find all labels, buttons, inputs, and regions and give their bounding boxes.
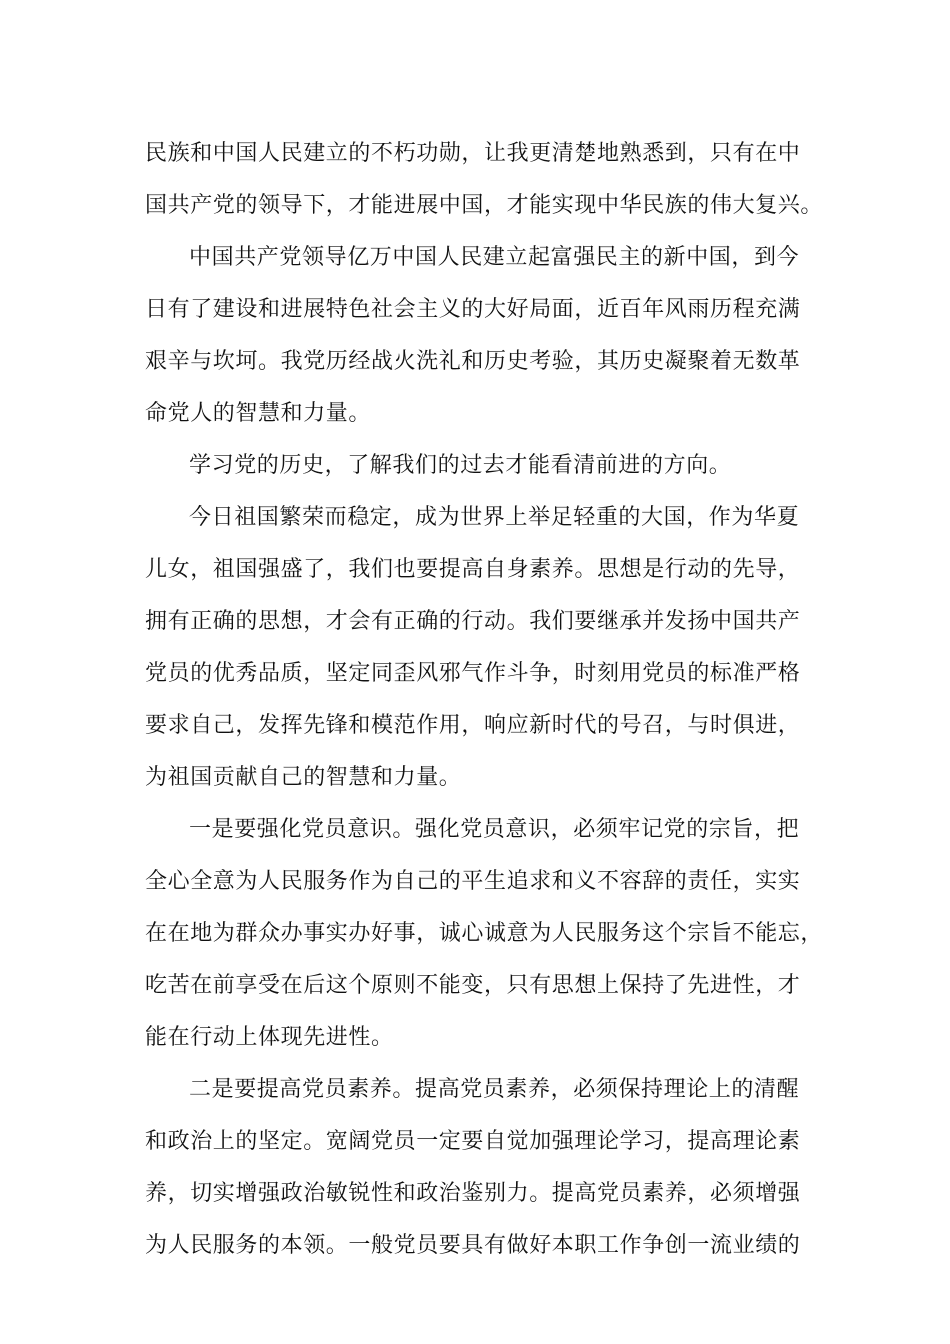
paragraph-start-line: 二是要提高党员素养。提高党员素养，必须保持理论上的清醒 (189, 1077, 800, 1102)
text-line: 儿女，祖国强盛了，我们也要提高自身素养。思想是行动的先导， (145, 557, 801, 582)
paragraph-start-line: 中国共产党领导亿万中国人民建立起富强民主的新中国，到今 (189, 245, 800, 270)
text-line: 和政治上的坚定。宽阔党员一定要自觉加强理论学习，提高理论素 (145, 1129, 801, 1154)
text-line: 要求自己，发挥先锋和模范作用，响应新时代的号召，与时俱进， (145, 713, 801, 738)
text-line: 在在地为群众办事实办好事，诚心诚意为人民服务这个宗旨不能忘， (145, 921, 824, 946)
text-line: 能在行动上体现先进性。 (145, 1025, 394, 1050)
text-line: 艰辛与坎坷。我党历经战火洗礼和历史考验，其历史凝聚着无数革 (145, 349, 801, 374)
text-line: 国共产党的领导下，才能进展中国，才能实现中华民族的伟大复兴。 (145, 193, 824, 218)
text-line: 日有了建设和进展特色社会主义的大好局面，近百年风雨历程充满 (145, 297, 801, 322)
paragraph-start-line: 一是要强化党员意识。强化党员意识，必须牢记党的宗旨，把 (189, 817, 800, 842)
text-line: 养，切实增强政治敏锐性和政治鉴别力。提高党员素养，必须增强 (145, 1181, 801, 1206)
text-line: 民族和中国人民建立的不朽功勋，让我更清楚地熟悉到，只有在中 (145, 141, 801, 166)
text-line: 命党人的智慧和力量。 (145, 401, 372, 426)
text-line: 为人民服务的本领。一般党员要具有做好本职工作争创一流业绩的 (145, 1233, 801, 1258)
text-line: 拥有正确的思想，才会有正确的行动。我们要继承并发扬中国共产 (145, 609, 801, 634)
text-line: 全心全意为人民服务作为自己的平生追求和义不容辞的责任，实实 (145, 869, 801, 894)
paragraph-start-line: 今日祖国繁荣而稳定，成为世界上举足轻重的大国，作为华夏 (189, 505, 800, 530)
text-line: 党员的优秀品质，坚定同歪风邪气作斗争，时刻用党员的标准严格 (145, 661, 801, 686)
text-line: 为祖国贡献自己的智慧和力量。 (145, 765, 462, 790)
document-body (145, 128, 825, 1272)
text-line: 吃苦在前享受在后这个原则不能变，只有思想上保持了先进性，才 (145, 973, 801, 998)
paragraph-start-line: 学习党的历史，了解我们的过去才能看清前进的方向。 (189, 453, 732, 478)
